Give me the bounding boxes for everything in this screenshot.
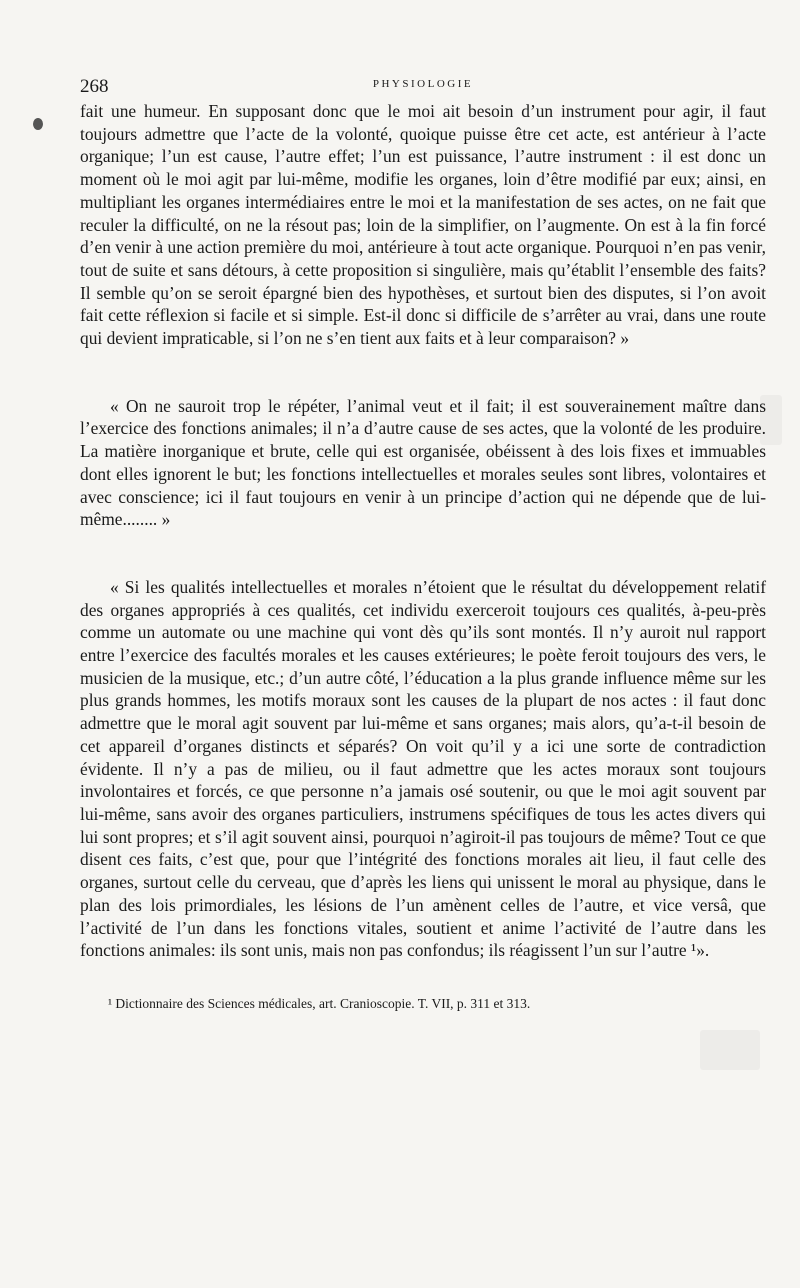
show-through-shadow	[700, 1030, 760, 1070]
page-number: 268	[80, 76, 109, 97]
running-head: PHYSIOLOGIE	[372, 78, 474, 90]
paragraph-1: fait une humeur. En supposant donc que le moi ait besoin d’un instrument pour agir, il faut toujours admettre que l’acte de la volonté, quoique puisse être cet acte, est antérieur à l’acte organique; l’un est cause, l’autre effet; l’un est puissance, l’autre instrument : il est donc un moment où le moi agit par lui-même, modifie les organes, loin d’être modifié par eux; ainsi, en multipliant les organes intermédiaires entre le moi et la manifestation de ses actes, on ne fait que reculer la difficulté, on ne la résout pas; loin de la simplifier, on l’augmente. On est à la fin forcé d’en venir à une action première du moi, antérieure à tout acte organique. Pourquoi n’en pas venir, tout de suite et sans détours, à cette proposition si singulière, mais qu’établit l’ensemble des faits? Il semble qu’on se seroit épargné bien des hypothèses, et surtout bien des disputes, si l’on avoit fait cette réflexion si facile et si simple. Est-il donc si difficile de s’arrêter au vrai, dans une route qui devient impraticable, si l’on ne s’en tient aux faits et à leur comparaison? »	[80, 101, 766, 349]
paragraph-3: « Si les qualités intellectuelles et morales n’étoient que le résultat du développement relatif des organes appropriés à ces qualités, cet individu exerceroit toujours ces qualités, à-peu-près comme un automate ou une machine qui vont dès qu’ils sont montés. Il n’y auroit nul rapport entre l’exercice des facultés morales et les causes extérieures; le poète feroit toujours des vers, le musicien de la musique, etc.; d’un autre côté, l’éducation a la plus grande influence même sur les plus grands hommes, les motifs moraux sont les causes de la plupart de nos actes : il faut donc admettre que le moral agit souvent par lui-même et sans organes; mais alors, qu’a-t-il besoin de cet appareil d’organes distincts et séparés? On voit qu’il y a ici une sorte de contradiction évidente. Il n’y a pas de milieu, ou il faut admettre que les actes moraux sont toujours involontaires et forcés, ce que personne n’a jamais osé soutenir, ou que le moi agit souvent par lui-même, sans avoir des organes particuliers, instrumens spécifiques de tous les actes divers qui lui sont propres; et s’il agit souvent ainsi, pourquoi n’agiroit-il pas toujours de même? Tout ce que disent ces faits, c’est que, pour que l’intégrité des fonctions morales ait lieu, il faut celle des organes, surtout celle du cerveau, que d’après les liens qui unissent le moral au physique, dans le plan des lois primordiales, les lésions de l’un amènent celles de l’autre, et vice versâ, que l’activité de l’un dans les fonctions vitales, soutient et anime l’activité de l’autre dans les fonctions animales: ils sont unis, mais non pas confondus; ils réagissent l’un sur l’autre ¹».	[80, 576, 766, 961]
book-page	[80, 70, 766, 1012]
paragraph-2: « On ne sauroit trop le répéter, l’animal veut et il fait; il est souverainement maître dans l’exercice des fonctions animales; il n’a d’autre cause de ses actes, que la volonté de les produire. La matière inorganique et brute, celle qui est organisée, obéissent à des lois fixes et immuables dont elles ignorent le but; les fonctions intellectuelles et morales seules sont libres, volontaires et avec conscience; ici il faut toujours en venir à un principe d’action qui ne dépende que de lui-même........ »	[80, 395, 766, 530]
ink-blot	[33, 118, 43, 130]
page-header	[80, 70, 766, 100]
body-text	[80, 100, 766, 962]
footnote: ¹ Dictionnaire des Sciences médicales, art. Cranioscopie. T. VII, p. 311 et 313.	[108, 995, 531, 1011]
